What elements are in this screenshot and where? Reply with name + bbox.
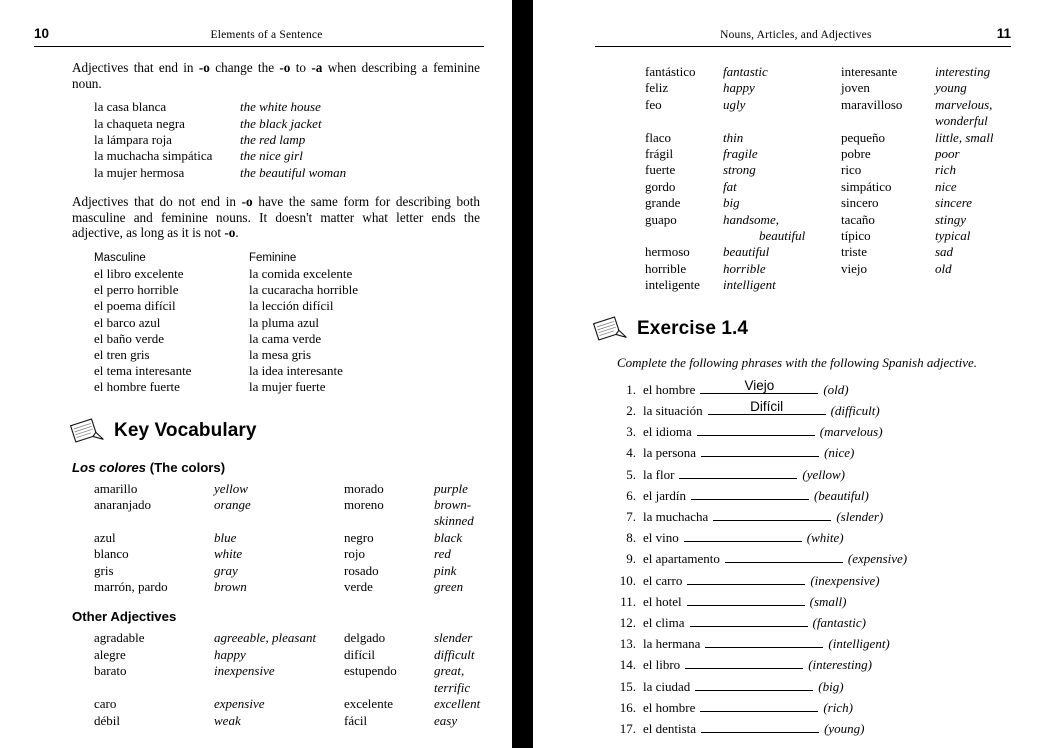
table-row: azul blue negro black [94,529,463,545]
exercise-item-4[interactable]: 4. la persona (nice) [626,445,855,461]
table-row: fantástico fantastic interesante interesting [645,64,991,79]
paragraph-feminine-rule: Adjectives that end in -o change the -o to -a when describing a feminine noun. [72,60,481,91]
table-header-row [72,252,480,264]
table-row: grande big sincero sincere [645,195,973,211]
table-row: feo ugly maravilloso marvelous, wonderful [645,96,993,129]
table-row: hermoso beautiful triste sad [645,244,954,260]
table-row: el hombre fuerte la mujer fuerte [94,379,326,395]
table-row: gordo fat simpático nice [645,178,957,194]
section-title: Key Vocabulary [114,419,257,441]
table-row: el baño verde la cama verde [94,330,322,346]
running-head-left [34,26,484,41]
header-rule-left [34,46,484,47]
table-row: caro expensive excelente excellent [94,696,481,712]
page-number-right: 11 [996,26,1011,41]
table-row: feliz happy joven young [645,80,967,96]
table-row: agradable agreeable, pleasant delgado slender [94,630,473,646]
answer-blank[interactable] [685,657,803,669]
chapter-title-right: Nouns, Articles, and Adjectives [720,29,872,41]
answer-blank[interactable] [697,424,815,436]
exercise-item-14[interactable]: 14. el libro (interesting) [619,657,872,673]
answer-blank[interactable] [679,467,797,479]
exercise-item-1[interactable]: 1. el hombre Viejo (old) [626,377,849,397]
left-page-body [72,60,480,729]
table-row: inteligente intelligent [645,277,776,293]
pencil-icon [70,416,104,446]
table-row: el poema difícil la lección difícil [94,298,334,314]
masculine-feminine-table [72,252,480,396]
table-row: el perro horrible la cucaracha horrible [94,282,358,298]
exercise-item-11[interactable]: 11. el hotel (small) [620,593,847,609]
exercise-title: Exercise 1.4 [637,317,749,339]
exercise-instructions: Complete the following phrases with the following Spanish adjective. [617,354,978,370]
table-row: barato inexpensive estupendo great, terrific [94,663,471,695]
table-row: el libro excelente la comida excelente [94,266,353,281]
adjectives-grid [595,64,1011,294]
table-row: marrón, pardo brown verde green [94,579,464,595]
exercise-item-12[interactable]: 12. el clima (fantastic) [619,614,866,630]
answer-blank[interactable] [695,679,813,691]
answer-blank[interactable] [713,509,831,521]
header-rule-right [595,46,1011,47]
exercise-item-16[interactable]: 16. el hombre (rich) [619,699,853,715]
exercise-item-3[interactable]: 3. el idioma (marvelous) [626,424,883,440]
list-item: la casa blanca the white house [94,99,321,115]
answer-blank[interactable] [687,573,805,585]
exercise-item-13[interactable]: 13. la hermana (intelligent) [619,636,890,652]
exercise-items-list [617,379,1011,739]
page-gutter [512,0,533,748]
table-row: horrible horrible viejo old [645,260,952,276]
exercise-item-2[interactable]: 2. la situación Difícil (difficult) [626,398,880,418]
exercise-heading [593,314,1011,344]
list-item: la muchacha simpática the nice girl [94,148,303,164]
answer-blank[interactable] [701,445,819,457]
running-head-right [595,26,1011,41]
answer-blank[interactable] [725,551,843,563]
table-row: anaranjado orange moreno brown-skinned [94,497,474,529]
exercise-item-8[interactable]: 8. el vino (white) [626,530,844,546]
right-page [533,0,1045,748]
column-header-feminine: Feminine [249,252,297,264]
paragraph-invariable-rule: Adjectives that do not end in -o have the same form for describing both masculine and feminine nouns. It doesn't matter what letter ends the adjective, as long as it is not -o. [72,194,480,241]
subheading-colors: Los colores (The colors) [72,459,226,475]
left-page [0,0,512,748]
table-row: flaco thin pequeño little, small [645,129,994,145]
answer-blank[interactable] [700,700,818,712]
answer-blank[interactable] [690,615,808,627]
exercise-item-9[interactable]: 9. el apartamento (expensive) [626,551,908,567]
table-row: el tema interesante la idea interesante [94,363,343,379]
exercise-item-15[interactable]: 15. la ciudad (big) [619,678,844,694]
answer-blank[interactable] [691,488,809,500]
exercise-item-7[interactable]: 7. la muchacha (slender) [626,508,884,524]
other-adjectives-grid [72,630,480,728]
table-row: blanco white rojo red [94,546,451,562]
table-row: beautiful típico typical [759,228,971,244]
right-page-body [595,60,1011,739]
exercise-item-17[interactable]: 17. el dentista (young) [619,720,865,736]
table-row: guapo handsome, tacaño stingy [645,211,967,227]
table-row: el barco azul la pluma azul [94,314,320,330]
answer-blank[interactable] [701,721,819,733]
exercise-item-5[interactable]: 5. la flor (yellow) [626,466,845,482]
exercise-item-10[interactable]: 10. el carro (inexpensive) [619,572,880,588]
subheading-other-adjectives: Other Adjectives [72,609,177,625]
table-row: frágil fragile pobre poor [645,146,960,162]
column-header-masculine: Masculine [94,252,146,264]
answer-blank[interactable] [684,530,802,542]
answer-blank[interactable]: Difícil [708,403,826,415]
answer-blank[interactable] [687,594,805,606]
table-row: fuerte strong rico rich [645,162,956,178]
table-row: gris gray rosado pink [94,562,457,578]
pencil-icon [593,314,627,344]
table-row: débil weak fácil easy [94,712,458,728]
table-row: amarillo yellow morado purple [94,480,468,496]
list-item: la chaqueta negra the black jacket [94,115,322,131]
table-row: alegre happy difícil difficult [94,646,475,662]
colors-vocabulary-grid [72,481,480,596]
answer-blank[interactable] [705,636,823,648]
chapter-title-left: Elements of a Sentence [210,29,323,41]
exercise-item-6[interactable]: 6. el jardín (beautiful) [626,487,869,503]
list-item: la lámpara roja the red lamp [94,132,306,147]
page-number-left: 10 [34,26,50,41]
feminine-examples-list [72,99,480,181]
answer-blank[interactable]: Viejo [700,382,818,394]
table-row: el tren gris la mesa gris [94,347,312,363]
list-item: la mujer hermosa the beautiful woman [94,164,347,180]
key-vocabulary-heading [70,416,480,446]
